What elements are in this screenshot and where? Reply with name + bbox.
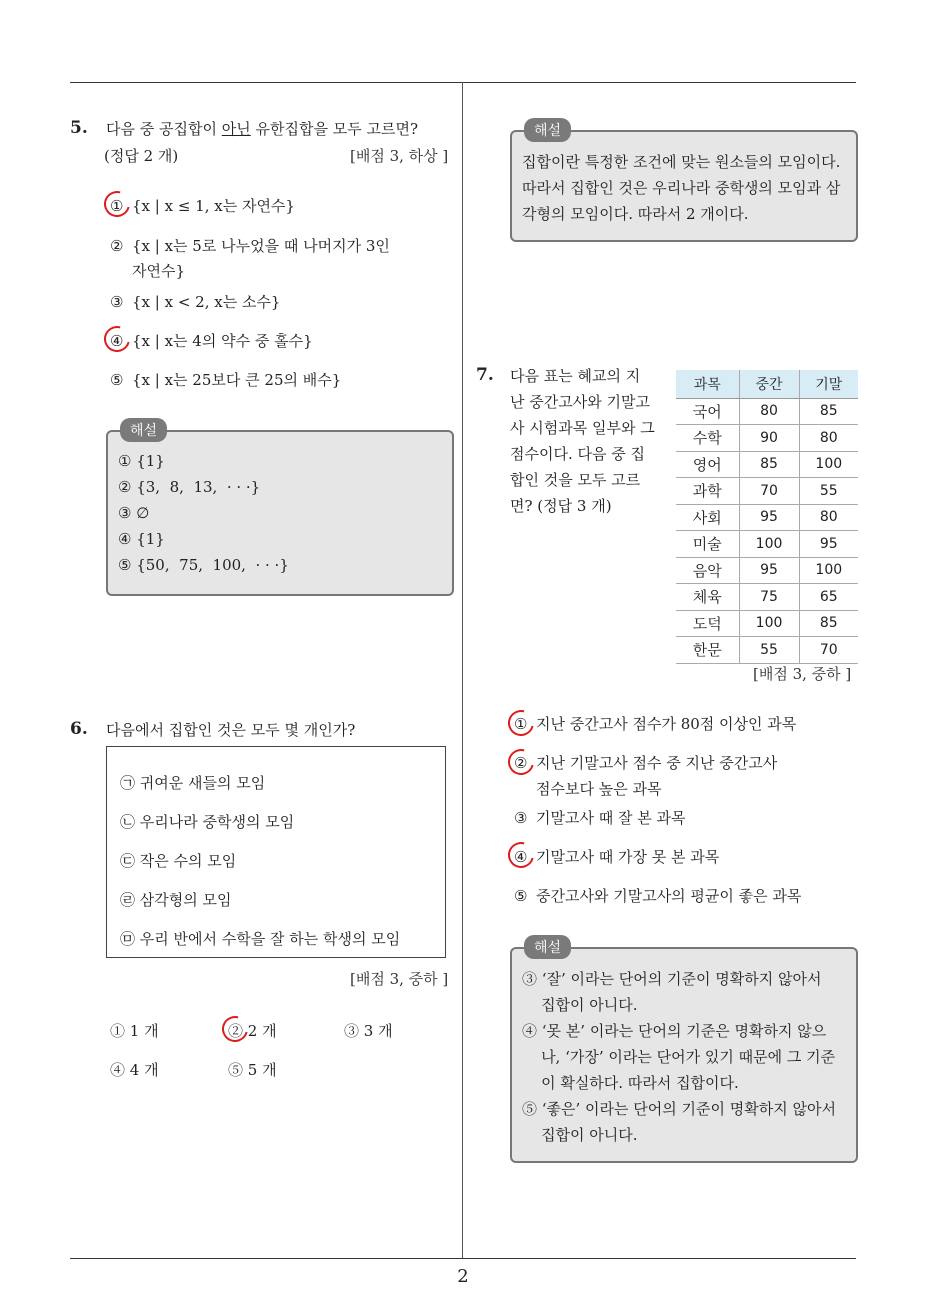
midterm-cell: 55: [739, 637, 799, 664]
table-row: [676, 610, 858, 637]
midterm-cell: 100: [739, 610, 799, 637]
subject-cell: 사회: [676, 504, 739, 531]
question-prompt-line: 면? (정답 3 개): [510, 497, 612, 515]
subject-cell: 국어: [676, 398, 739, 425]
subject-cell: 도덕: [676, 610, 739, 637]
option-3[interactable]: ③ {x | x < 2, x는 소수}: [110, 293, 281, 311]
option-1[interactable]: ① 1 개: [110, 1022, 159, 1040]
score-table: [676, 370, 858, 664]
midterm-cell: 85: [739, 451, 799, 478]
solution-line: 각형의 모임이다. 따라서 2 개이다.: [522, 205, 749, 223]
bottom-rule: [70, 1258, 856, 1259]
solution-line: ③ ‘잘’ 이라는 단어의 기준이 명확하지 않아서: [522, 970, 822, 988]
final-cell: 95: [799, 531, 858, 558]
question-prompt: 다음 중 공집합이 아닌 유한집합을 모두 고르면?: [106, 120, 418, 138]
column-header: 중간: [739, 370, 799, 398]
question-number: 5.: [70, 118, 88, 138]
column-header: 기말: [799, 370, 858, 398]
option-1[interactable]: ① {x | x ≤ 1, x는 자연수}: [110, 197, 295, 215]
midterm-cell: 75: [739, 584, 799, 611]
option-1[interactable]: ① 지난 중간고사 점수가 80점 이상인 과목: [514, 715, 797, 733]
question-prompt-line: 다음 표는 혜교의 지: [510, 367, 641, 385]
option-4[interactable]: ④ 4 개: [110, 1061, 159, 1079]
final-cell: 100: [799, 557, 858, 584]
option-2[interactable]: ② 2 개: [228, 1022, 277, 1040]
option-5[interactable]: ⑤ 5 개: [228, 1061, 277, 1079]
subject-cell: 수학: [676, 425, 739, 452]
condition-item: ㉠ 귀여운 새들의 모임: [120, 774, 266, 792]
option-2[interactable]: ② {x | x는 5로 나누었을 때 나머지가 3인: [110, 237, 390, 255]
subject-cell: 한문: [676, 637, 739, 664]
solution-line: 이 확실하다. 따라서 집합이다.: [522, 1074, 739, 1092]
table-row: [676, 637, 858, 664]
score-meta: [배점 3, 중하 ]: [753, 665, 852, 683]
solution-line: 집합이란 특정한 조건에 맞는 원소들의 모임이다.: [522, 153, 841, 171]
subject-cell: 음악: [676, 557, 739, 584]
solution-line: ③ ∅: [118, 504, 150, 522]
option-5[interactable]: ⑤ {x | x는 25보다 큰 25의 배수}: [110, 371, 342, 389]
question-number: 6.: [70, 719, 88, 739]
question-prompt-line: 사 시험과목 일부와 그: [510, 419, 655, 437]
score-meta: [배점 3, 중하 ]: [350, 970, 449, 988]
final-cell: 85: [799, 398, 858, 425]
question-prompt-line: 합인 것을 모두 고르: [510, 471, 641, 489]
table-header-row: [676, 370, 858, 398]
final-cell: 80: [799, 425, 858, 452]
solution-tag: 해설: [524, 935, 571, 959]
midterm-cell: 95: [739, 504, 799, 531]
condition-item: ㉣ 삼각형의 모임: [120, 891, 232, 909]
solution-line: ④ {1}: [118, 530, 165, 548]
question-prompt-line: 점수이다. 다음 중 집: [510, 445, 645, 463]
question-number: 7.: [476, 365, 494, 385]
midterm-cell: 90: [739, 425, 799, 452]
final-cell: 100: [799, 451, 858, 478]
condition-item: ㉢ 작은 수의 모임: [120, 852, 237, 870]
solution-line: 집합이 아니다.: [522, 1126, 638, 1144]
question-prompt: 다음에서 집합인 것은 모두 몇 개인가?: [106, 721, 356, 739]
condition-item: ㉤ 우리 반에서 수학을 잘 하는 학생의 모임: [120, 930, 401, 948]
subject-cell: 미술: [676, 531, 739, 558]
solution-line: ⑤ ‘좋은’ 이라는 단어의 기준이 명확하지 않아서: [522, 1100, 836, 1118]
final-cell: 70: [799, 637, 858, 664]
option-3[interactable]: ③ 3 개: [344, 1022, 393, 1040]
condition-item: ㉡ 우리나라 중학생의 모임: [120, 813, 295, 831]
final-cell: 80: [799, 504, 858, 531]
midterm-cell: 80: [739, 398, 799, 425]
solution-line: ④ ‘못 본’ 이라는 단어의 기준은 명확하지 않으: [522, 1022, 827, 1040]
solution-line: ② {3, 8, 13, · · ·}: [118, 478, 261, 496]
midterm-cell: 95: [739, 557, 799, 584]
subject-cell: 영어: [676, 451, 739, 478]
option-4[interactable]: ④ {x | x는 4의 약수 중 홀수}: [110, 332, 313, 350]
midterm-cell: 70: [739, 478, 799, 505]
table-row: [676, 478, 858, 505]
column-divider: [462, 82, 463, 1258]
option-5[interactable]: ⑤ 중간고사와 기말고사의 평균이 좋은 과목: [514, 887, 802, 905]
option-2[interactable]: ② 지난 기말고사 점수 중 지난 중간고사: [514, 754, 778, 772]
final-cell: 55: [799, 478, 858, 505]
question-prompt-line: 난 중간고사와 기말고: [510, 393, 650, 411]
subject-cell: 체육: [676, 584, 739, 611]
final-cell: 85: [799, 610, 858, 637]
solution-tag: 해설: [524, 118, 571, 142]
solution-line: ① {1}: [118, 452, 165, 470]
option-2-continued: 자연수}: [132, 262, 186, 280]
table-row: [676, 451, 858, 478]
solution-line: 집합이 아니다.: [522, 996, 638, 1014]
top-rule: [70, 82, 856, 83]
answer-count-note: (정답 2 개): [104, 147, 179, 165]
option-4[interactable]: ④ 기말고사 때 가장 못 본 과목: [514, 848, 720, 866]
table-row: [676, 584, 858, 611]
table-row: [676, 425, 858, 452]
solution-line: 따라서 집합인 것은 우리나라 중학생의 모임과 삼: [522, 179, 841, 197]
table-row: [676, 557, 858, 584]
option-3[interactable]: ③ 기말고사 때 잘 본 과목: [514, 809, 686, 827]
final-cell: 65: [799, 584, 858, 611]
table-row: [676, 531, 858, 558]
solution-line: 나, ‘가장’ 이라는 단어가 있기 때문에 그 기준: [522, 1048, 836, 1066]
option-2-continued: 점수보다 높은 과목: [536, 780, 662, 798]
column-header: 과목: [676, 370, 739, 398]
solution-line: ⑤ {50, 75, 100, · · ·}: [118, 556, 289, 574]
table-row: [676, 504, 858, 531]
score-meta: [배점 3, 하상 ]: [350, 147, 449, 165]
midterm-cell: 100: [739, 531, 799, 558]
subject-cell: 과학: [676, 478, 739, 505]
solution-tag: 해설: [120, 418, 167, 442]
underlined-word: 아닌: [221, 120, 251, 138]
table-row: [676, 398, 858, 425]
page-number: 2: [457, 1266, 469, 1287]
